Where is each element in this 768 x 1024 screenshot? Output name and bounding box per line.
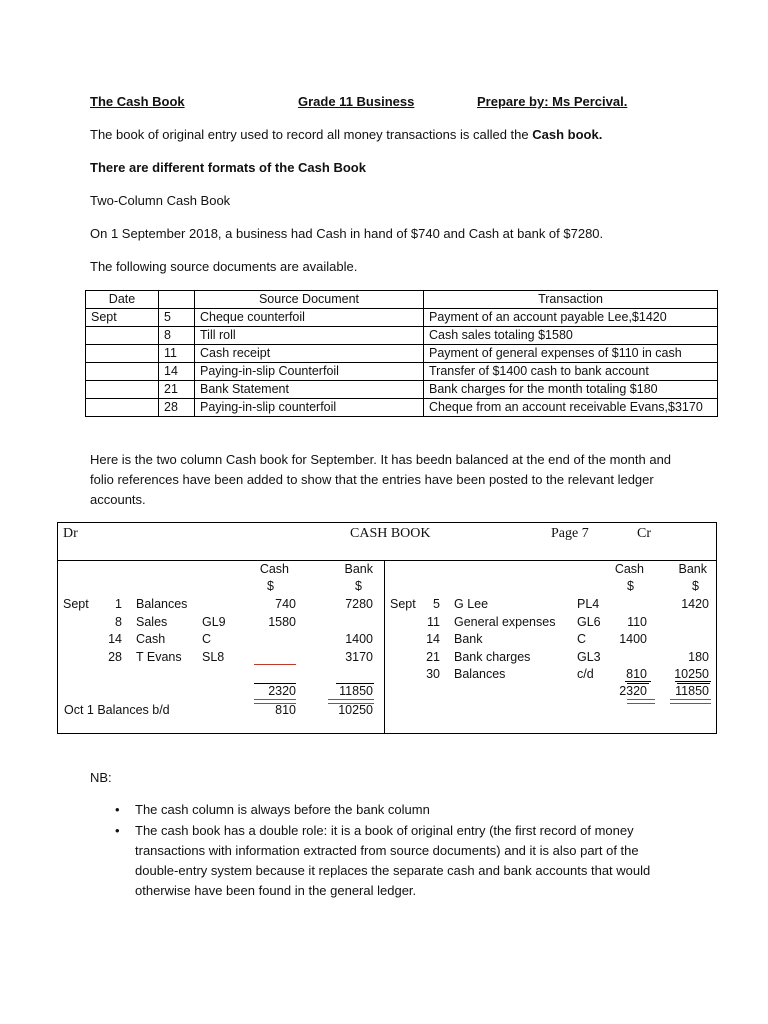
intro-paragraph-3: Two-Column Cash Book [90, 193, 231, 208]
credit-cash: 810 [626, 667, 647, 681]
cash-book-header-divider [58, 560, 716, 561]
balance-bd-bank: 10250 [338, 703, 373, 717]
credit-particulars: Bank [454, 632, 483, 646]
explanation-line-2: folio references have been added to show that the entries have been posted to the relevant ledger [90, 472, 654, 487]
debit-bank-total-top-rule [336, 683, 374, 684]
debit-day: 28 [108, 649, 122, 664]
debit-label: Dr [63, 526, 78, 541]
row-day: 28 [159, 399, 195, 417]
credit-day: 30 [426, 667, 440, 681]
debit-particulars: Balances [136, 597, 188, 611]
credit-bank-total: 11850 [675, 684, 709, 698]
credit-particulars: Bank charges [454, 649, 531, 664]
note-text: The cash column is always before the bank column [135, 802, 430, 817]
debit-particulars: Sales [136, 614, 168, 629]
intro-paragraph-1 [90, 127, 602, 142]
intro-p1-text: The book of original entry used to record all money transactions is called the [90, 127, 533, 142]
row-source-document: Bank Statement [195, 381, 424, 399]
header-transaction: Transaction [424, 291, 718, 309]
table-row [86, 327, 718, 345]
credit-cash-total-top-rule [627, 683, 649, 684]
credit-particulars: General expenses [454, 614, 556, 629]
debit-bank: 7280 [345, 597, 373, 611]
debit-cash-rule [254, 664, 296, 665]
credit-particulars: G Lee [454, 597, 489, 611]
header-day [159, 291, 195, 309]
credit-bank-cd-underline [675, 681, 711, 682]
prepared-by: Prepare by: Ms Percival. [477, 94, 628, 109]
row-transaction: Payment of an account payable Lee,$1420 [424, 309, 718, 327]
note-text: The cash book has a double role: it is a book of original entry (the first record of money transactions with information extracted from source documents) and it is also part of the double-entry system because it replaces the separate cash and bank accounts that would otherwise have been found in the general ledger. [135, 823, 651, 898]
debit-day: 1 [115, 597, 122, 611]
debit-cash-header: Cash [259, 562, 289, 576]
list-item [115, 821, 675, 901]
explanation-line-1: Here is the two column Cash book for September. It has beedn balanced at the end of the month and [90, 452, 672, 467]
row-day: 11 [159, 345, 195, 363]
credit-bank: 1420 [681, 597, 709, 611]
row-day: 8 [159, 327, 195, 345]
row-date: Sept [86, 309, 159, 327]
debit-bank: 3170 [345, 649, 373, 664]
debit-particulars: Cash [136, 632, 166, 646]
row-day: 14 [159, 363, 195, 381]
table-row [86, 345, 718, 363]
header-date: Date [86, 291, 159, 309]
debit-folio: SL8 [202, 649, 225, 664]
intro-paragraph-2: There are different formats of the Cash Book [90, 160, 366, 175]
credit-label: Cr [637, 526, 651, 541]
credit-day: 11 [427, 614, 440, 629]
row-source-document: Cheque counterfoil [195, 309, 424, 327]
credit-cash-double-rule [627, 699, 655, 704]
debit-bank-total: 11850 [339, 684, 373, 698]
table-row [86, 399, 718, 417]
credit-bank: 10250 [674, 667, 709, 681]
credit-particulars: Balances [454, 667, 506, 681]
grade-text: Grade 11 Business [298, 94, 415, 109]
credit-folio: c/d [577, 667, 594, 681]
row-source-document: Paying-in-slip counterfoil [195, 399, 424, 417]
balance-bd-cash: 810 [275, 703, 296, 717]
credit-bank: 180 [688, 649, 709, 664]
intro-paragraph-5: The following source documents are available. [90, 259, 358, 274]
credit-bank-currency: $ [692, 579, 699, 593]
debit-cash: 740 [275, 597, 296, 611]
header-source-document: Source Document [195, 291, 424, 309]
row-transaction: Payment of general expenses of $110 in cash [424, 345, 718, 363]
bullet-icon: • [115, 802, 120, 817]
debit-bank-header: Bank [344, 562, 373, 576]
source-documents-table [85, 290, 718, 417]
debit-folio: C [202, 632, 212, 646]
explanation-line-3: accounts. [90, 492, 146, 507]
debit-bank: 1400 [345, 632, 373, 646]
notes-heading: NB: [90, 770, 112, 785]
row-date [86, 363, 159, 381]
credit-cash: 110 [627, 614, 647, 629]
debit-day: 8 [115, 614, 122, 629]
credit-day: 21 [426, 649, 440, 664]
credit-cash: 1400 [619, 632, 647, 646]
intro-paragraph-4: On 1 September 2018, a business had Cash in hand of $740 and Cash at bank of $7280. [90, 226, 604, 241]
credit-bank-double-rule [670, 699, 711, 704]
table-row [86, 363, 718, 381]
intro-p1-bold: Cash book. [532, 127, 603, 142]
table-header-row [86, 291, 718, 309]
list-item [115, 800, 675, 820]
debit-month: Sept [63, 597, 89, 611]
credit-day: 14 [426, 632, 440, 646]
cash-book-center-divider [384, 560, 385, 734]
cash-book [57, 522, 717, 734]
row-transaction: Bank charges for the month totaling $180 [424, 381, 718, 399]
debit-cash-total: 2320 [268, 684, 296, 698]
credit-cash-header: Cash [614, 562, 644, 576]
debit-day: 14 [108, 632, 122, 646]
credit-month: Sept [390, 597, 416, 611]
credit-folio: GL6 [577, 614, 601, 629]
row-date [86, 399, 159, 417]
grade-label [298, 94, 478, 109]
credit-folio: GL3 [577, 649, 601, 664]
debit-bank-currency: $ [355, 579, 362, 593]
debit-cash: 1580 [268, 614, 296, 629]
row-date [86, 327, 159, 345]
row-transaction: Cheque from an account receivable Evans,$3170 [424, 399, 718, 417]
row-transaction: Cash sales totaling $1580 [424, 327, 718, 345]
row-day: 21 [159, 381, 195, 399]
title-underline-filler [240, 94, 298, 109]
debit-particulars: T Evans [136, 649, 182, 664]
row-source-document: Till roll [195, 327, 424, 345]
row-date [86, 381, 159, 399]
credit-day: 5 [433, 597, 440, 611]
debit-cash-total-top-rule [254, 683, 296, 684]
credit-cash-cd-underline [625, 681, 651, 682]
cash-book-title: CASH BOOK [350, 526, 431, 541]
bullet-icon: • [115, 823, 120, 838]
table-row [86, 309, 718, 327]
doc-title: The Cash Book [90, 94, 185, 109]
balance-bd-label: Oct 1 Balances b/d [64, 703, 170, 717]
credit-folio: PL4 [577, 597, 600, 611]
credit-folio: C [577, 632, 587, 646]
row-date [86, 345, 159, 363]
debit-cash-currency: $ [267, 579, 274, 593]
table-row [86, 381, 718, 399]
page-number: Page 7 [551, 526, 589, 541]
credit-bank-header: Bank [678, 562, 707, 576]
credit-cash-currency: $ [627, 579, 634, 593]
credit-bank-total-top-rule [677, 683, 710, 684]
row-transaction: Transfer of $1400 cash to bank account [424, 363, 718, 381]
notes-list [115, 800, 675, 902]
row-day: 5 [159, 309, 195, 327]
row-source-document: Cash receipt [195, 345, 424, 363]
debit-folio: GL9 [202, 614, 226, 629]
credit-cash-total: 2320 [619, 684, 647, 698]
row-source-document: Paying-in-slip Counterfoil [195, 363, 424, 381]
